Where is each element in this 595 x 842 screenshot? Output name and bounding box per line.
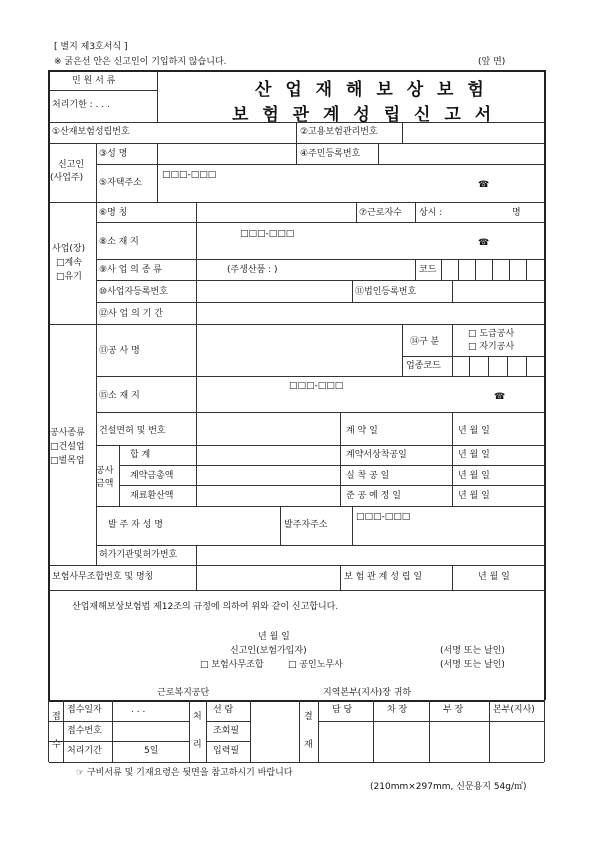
receipt-date-label: 접수일자: [67, 705, 102, 715]
employment-no-label: ②고용보험관리번호: [300, 127, 378, 137]
contract-total-label: 계약금총액: [130, 471, 174, 481]
line: [49, 324, 544, 325]
line: [49, 741, 189, 742]
business-limited: □유기: [56, 272, 82, 282]
line: [119, 485, 544, 486]
instruction-note: ※ 굵은선 안은 신고인이 기입하지 않습니다.: [54, 57, 227, 67]
construction-location-label: ⑮소 재 지: [99, 391, 140, 401]
line: [97, 545, 544, 546]
business-name-label: ⑥명 칭: [99, 208, 128, 218]
border-top: [48, 70, 545, 72]
workers-label: ⑦근로자수: [359, 208, 402, 218]
business-group-label: 사업(장): [52, 244, 86, 254]
reporter-id-label: ④주민등록번호: [300, 149, 361, 159]
reporter-group-label: 신고인: [58, 160, 85, 170]
process-char-1: 처: [193, 712, 202, 722]
declaration-date: 년 월 일: [258, 632, 290, 642]
line: [469, 356, 470, 376]
line: [318, 721, 544, 722]
line: [318, 700, 319, 762]
line: [157, 164, 158, 202]
code-label: 코드: [419, 265, 437, 275]
reporter-group-sub: (사업주): [50, 173, 84, 183]
completion-value: 년 월 일: [458, 491, 490, 501]
line: [352, 280, 353, 302]
line: [352, 506, 353, 545]
contract-date-value: 년 월 일: [458, 426, 490, 436]
line: [206, 721, 250, 722]
line: [97, 259, 544, 260]
line: [402, 324, 403, 376]
line: [97, 506, 544, 507]
deputy-label: 차 장: [387, 705, 408, 715]
construction-name-label: ⑬공 사 명: [99, 346, 140, 356]
line: [415, 202, 416, 222]
line: [526, 356, 527, 376]
phone-icon: ☎: [478, 238, 490, 248]
line: [296, 122, 297, 143]
line: [49, 590, 544, 591]
line: [49, 721, 189, 722]
completion-label: 준 공 예 정 일: [346, 491, 401, 501]
line: [97, 445, 544, 446]
line: [415, 259, 416, 280]
processing-period-value: 5일: [144, 746, 159, 756]
line: [97, 412, 544, 413]
phone-icon: ☎: [494, 392, 506, 402]
line: [402, 122, 403, 143]
line: [488, 356, 489, 376]
line: [526, 259, 527, 280]
paper-size: (210mm×297mm, 신문용지 54g/㎡): [370, 782, 527, 792]
construction-logging: □벌목업: [50, 456, 85, 466]
reporter-signature-label: 신고인(보험가입자): [230, 646, 307, 656]
approval-char-2: 재: [304, 740, 313, 750]
business-type-label: ⑨사 업 의 종 류: [99, 265, 162, 275]
process-char-2: 리: [193, 740, 202, 750]
title-divider: [157, 71, 158, 122]
material-label: 재료환산액: [130, 491, 174, 501]
line: [441, 259, 442, 280]
line: [49, 90, 157, 91]
license-label: 건설면허 및 번호: [99, 426, 166, 436]
business-period-label: ⑫사 업 의 기 간: [99, 309, 163, 319]
line: [119, 465, 544, 466]
construction-group-label: 공사종류: [50, 428, 85, 438]
border-right: [544, 70, 546, 700]
actual-start-label: 실 착 공 일: [346, 471, 390, 481]
line: [96, 525, 97, 565]
receipt-char-2: 수: [52, 740, 61, 750]
line: [206, 741, 250, 742]
phone-icon: ☎: [478, 180, 490, 190]
line: [296, 143, 297, 164]
business-postcode: □□□-□□□: [240, 229, 295, 239]
line: [299, 700, 300, 762]
line: [48, 700, 49, 762]
orderer-address-label: 발주자주소: [284, 520, 328, 530]
line: [196, 565, 197, 590]
total-label: 합 계: [130, 450, 151, 460]
construction-building: □건설업: [50, 442, 85, 452]
agency-name: 근로복지공단: [157, 688, 210, 698]
line: [97, 302, 544, 303]
amount-label-1: 공사: [96, 466, 114, 476]
main-product: (주생산품 : ): [227, 265, 278, 275]
line: [49, 565, 544, 566]
insurance-no-label: ①산재보험성립번호: [52, 127, 130, 137]
division-label: ⑭구 분: [410, 337, 440, 347]
reporter-name-label: ③성 명: [99, 149, 128, 159]
establish-date-value: 년 월 일: [478, 572, 510, 582]
signature-1: (서명 또는 날인): [440, 646, 505, 656]
line: [475, 259, 476, 280]
addressee: 지역본부(지사)장 귀하: [323, 688, 412, 698]
docs-label: 민 원 서 류: [72, 76, 116, 86]
line: [452, 565, 453, 590]
signature-2: (서명 또는 날인): [440, 660, 505, 670]
line: [509, 259, 510, 280]
line: [340, 565, 341, 590]
line: [49, 202, 544, 203]
line: [507, 356, 508, 376]
establish-date-label: 보 험 관 계 성 립 일: [344, 572, 423, 582]
line: [492, 259, 493, 280]
contract-work-option[interactable]: □ 도급공사: [468, 329, 515, 339]
business-location-label: ⑧소 재 지: [99, 237, 139, 247]
line: [97, 280, 544, 281]
receipt-no-label: 접수번호: [67, 726, 102, 736]
line: [49, 762, 544, 763]
line: [189, 700, 190, 762]
form-number: [ 별지 제3호서식 ]: [54, 42, 128, 52]
title-line2: 보 험 관 계 성 립 신 고 서: [232, 105, 496, 125]
permit-label: 허가기관및허가번호: [99, 550, 178, 560]
workers-unit: 명: [512, 208, 521, 218]
staff-label: 담 당: [332, 705, 353, 715]
agent-option-1[interactable]: □ 보험사무조합: [200, 660, 264, 670]
start-date-label: 계약서상착공일: [346, 450, 407, 460]
start-date-value: 년 월 일: [458, 450, 490, 460]
line: [452, 280, 453, 302]
footer-note: ☞ 구비서류 및 기재요령은 뒷면을 참고하시기 바랍니다: [76, 768, 293, 778]
line: [97, 164, 544, 165]
business-continuous: □계속: [56, 258, 82, 268]
approval-char-1: 결: [304, 712, 313, 722]
line: [429, 700, 430, 762]
deadline-label: 처리기한 : . . .: [52, 100, 110, 110]
line: [356, 202, 357, 222]
border-left: [48, 70, 50, 700]
amount-label-2: 금액: [96, 479, 114, 489]
line: [97, 222, 544, 223]
declaration-text: 산업재해보상보험법 제12조의 규정에 의하여 위와 같이 신고합니다.: [72, 602, 339, 612]
actual-start-value: 년 월 일: [458, 471, 490, 481]
query-label: 조회필: [213, 726, 240, 736]
agent-option-2[interactable]: □ 공인노무사: [288, 660, 343, 670]
title-line1: 산 업 재 해 보 상 보 험: [255, 80, 488, 100]
orderer-name-label: 발 주 자 성 명: [108, 520, 163, 530]
line: [119, 445, 120, 506]
reporter-postcode: □□□-□□□: [162, 170, 217, 180]
processing-period-label: 처리기간: [67, 746, 102, 756]
line: [206, 700, 207, 762]
line: [196, 202, 197, 324]
orderer-postcode: □□□-□□□: [356, 512, 411, 522]
industry-code-label: 업종코드: [406, 361, 441, 371]
line: [378, 143, 379, 164]
page-side: (앞 면): [478, 57, 506, 67]
office-label: 보험사무조합번호 및 명칭: [52, 572, 154, 582]
line: [196, 324, 197, 506]
line: [452, 412, 453, 506]
receipt-char-1: 접: [52, 712, 61, 722]
line: [402, 356, 544, 357]
workers-regular: 상시 :: [419, 208, 443, 218]
contract-date-label: 계 약 일: [346, 426, 378, 436]
border-bottom: [48, 700, 545, 702]
line: [63, 700, 64, 762]
director-label: 본부(지사): [493, 705, 535, 715]
line: [97, 376, 544, 377]
review-label: 선 람: [213, 705, 234, 715]
line: [250, 700, 251, 762]
line: [489, 700, 490, 762]
own-work-option[interactable]: □ 자기공사: [468, 342, 515, 352]
reporter-address-label: ⑤자택주소: [99, 178, 142, 188]
receipt-date-value: . . .: [131, 705, 146, 715]
line: [340, 412, 341, 506]
manager-label: 부 장: [443, 705, 464, 715]
line: [544, 700, 545, 762]
input-label: 입력필: [213, 746, 240, 756]
construction-postcode: □□□-□□□: [289, 381, 344, 391]
business-regno-label: ⑩사업자등록번호: [99, 287, 168, 297]
line: [458, 259, 459, 280]
line: [157, 143, 158, 164]
corp-regno-label: ⑪법인등록번호: [355, 287, 417, 297]
line: [112, 700, 113, 762]
line: [373, 700, 374, 762]
line: [196, 545, 197, 565]
line: [280, 506, 281, 545]
line: [452, 324, 453, 376]
